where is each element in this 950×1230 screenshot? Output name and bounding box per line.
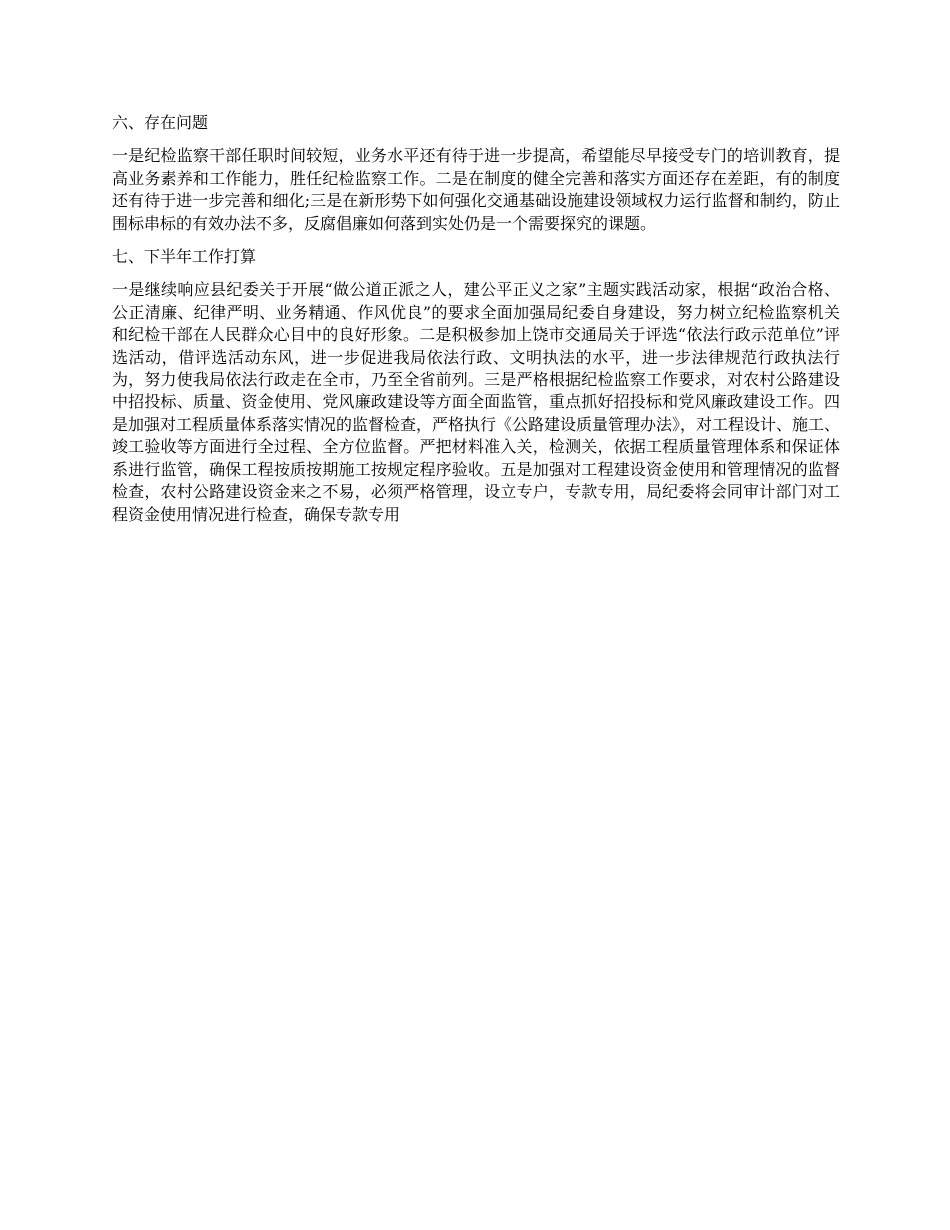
section-paragraph-problems: 一是纪检监察干部任职时间较短，业务水平还有待于进一步提高，希望能尽早接受专门的培训教育，提高业务素养和工作能力，胜任纪检监察工作。二是在制度的健全完善和落实方面还存在差距，有的制度还有待于进一步完善和细化;三是在新形势下如何强化交通基础设施建设领域权力运行监督和制约，防止围标串标的有效办法不多，反腐倡廉如何落到实处仍是一个需要探究的课题。 — [112, 146, 840, 233]
section-paragraph-plans: 一是继续响应县纪委关于开展“做公道正派之人，建公平正义之家”主题实践活动家，根据“政治合格、公正清廉、纪律严明、业务精通、作风优良”的要求全面加强局纪委自身建设，努力树立纪检监察机关和纪检干部在人民群众心目中的良好形象。二是积极参加上饶市交通局关于评选“依法行政示范单位”评选活动，借评选活动东风，进一步促进我局依法行政、文明执法的水平，进一步法律规范行政执法行为，努力使我局依法行政走在全市，乃至全省前列。三是严格根据纪检监察工作要求，对农村公路建设中招投标、质量、资金使用、党风廉政建设等方面全面监管，重点抓好招投标和党风廉政建设工作。四是加强对工程质量体系落实情况的监督检查，严格执行《公路建设质量管理办法》，对工程设计、施工、竣工验收等方面进行全过程、全方位监督。严把材料准入关，检测关，依据工程质量管理体系和保证体系进行监管，确保工程按质按期施工按规定程序验收。五是加强对工程建设资金使用和管理情况的监督检查，农村公路建设资金来之不易，必须严格管理，设立专户，专款专用，局纪委将会同审计部门对工程资金使用情况进行检查，确保专款专用 — [112, 280, 841, 524]
document-page — [112, 112, 840, 537]
section-heading-problems: 六、存在问题 — [112, 113, 209, 132]
section-heading-plans: 七、下半年工作打算 — [112, 247, 257, 267]
